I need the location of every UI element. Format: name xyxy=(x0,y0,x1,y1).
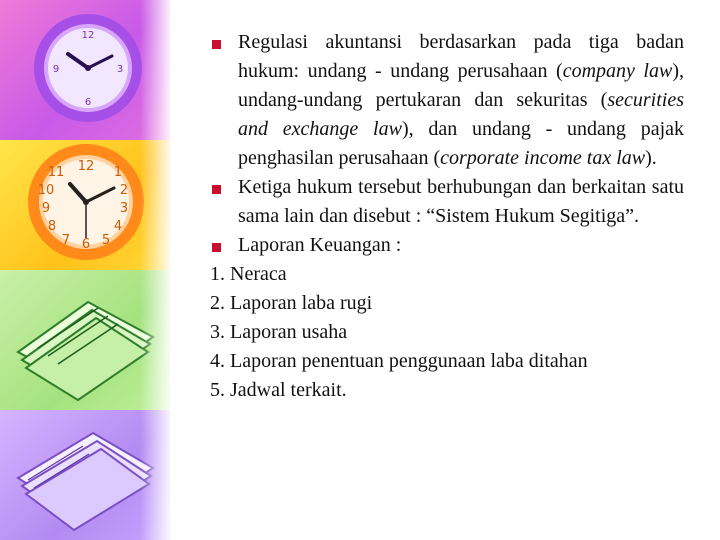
bullet-text: ), dan undang - undang pajak penghasilan perusahaan ( xyxy=(238,118,685,169)
svg-text:12: 12 xyxy=(81,30,95,41)
bullet-list xyxy=(212,28,684,260)
strip-fade-edge xyxy=(140,0,170,540)
svg-text:9: 9 xyxy=(41,201,51,216)
item-text: Laporan usaha xyxy=(230,321,348,343)
purple-papers-icon xyxy=(8,418,158,533)
bullet-text: Ketiga hukum tersebut berhubungan dan berkaitan satu sama lain dan disebut : “Sistem Hukum Segitiga”. xyxy=(238,176,684,227)
svg-text:5: 5 xyxy=(101,233,111,248)
bullet-item xyxy=(212,231,684,260)
item-number: 4. xyxy=(210,350,225,372)
svg-text:2: 2 xyxy=(119,183,129,198)
item-number: 1. xyxy=(210,263,225,285)
svg-text:9: 9 xyxy=(52,64,60,75)
bullet-text: ), undang-undang pertukaran dan sekuritas ( xyxy=(238,60,684,111)
numbered-item xyxy=(210,318,684,347)
italic-term: company law xyxy=(562,60,673,82)
numbered-item xyxy=(210,289,684,318)
item-text: Neraca xyxy=(230,263,287,285)
svg-text:8: 8 xyxy=(47,219,57,234)
orange-clock-icon xyxy=(14,140,154,265)
item-number: 5. xyxy=(210,379,225,401)
bullet-text: Regulasi akuntansi berdasarkan pada tiga badan hukum: undang - undang perusahaan ( xyxy=(238,31,684,82)
svg-text:7: 7 xyxy=(61,233,71,248)
item-text: Laporan penentuan penggunaan laba ditahan xyxy=(230,350,588,372)
item-text: Jadwal terkait. xyxy=(230,379,347,401)
slide-content xyxy=(212,28,684,405)
item-number: 2. xyxy=(210,292,225,314)
bullet-text: Laporan Keuangan : xyxy=(238,234,402,256)
purple-clock-icon xyxy=(18,10,148,130)
item-number: 3. xyxy=(210,321,225,343)
numbered-item xyxy=(210,376,684,405)
svg-text:10: 10 xyxy=(37,183,55,198)
svg-text:11: 11 xyxy=(47,165,65,180)
bullet-square-icon xyxy=(212,243,221,252)
svg-text:4: 4 xyxy=(113,219,123,234)
svg-text:1: 1 xyxy=(113,165,123,180)
numbered-item xyxy=(210,260,684,289)
green-papers-icon xyxy=(8,282,158,402)
italic-term: corporate income tax law xyxy=(440,147,646,169)
decorative-image-strip xyxy=(0,0,170,540)
italic-term: securities and exchange law xyxy=(238,89,684,140)
svg-text:3: 3 xyxy=(119,201,129,216)
svg-text:3: 3 xyxy=(116,64,124,75)
svg-text:6: 6 xyxy=(81,237,91,252)
item-text: Laporan laba rugi xyxy=(230,292,373,314)
bullet-square-icon xyxy=(212,40,221,49)
numbered-item xyxy=(210,347,684,376)
svg-text:6: 6 xyxy=(84,97,92,108)
svg-text:12: 12 xyxy=(77,159,95,174)
bullet-square-icon xyxy=(212,185,221,194)
bullet-text: ). xyxy=(645,147,657,169)
bullet-item xyxy=(212,173,684,231)
numbered-list xyxy=(210,260,684,405)
bullet-item xyxy=(212,28,684,173)
